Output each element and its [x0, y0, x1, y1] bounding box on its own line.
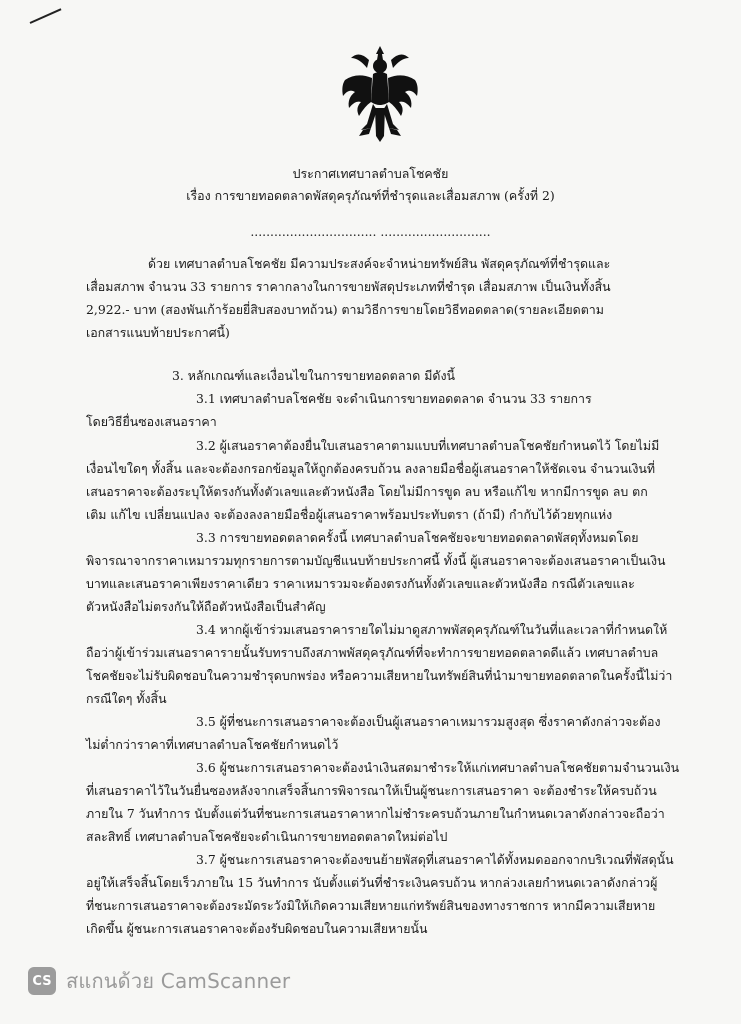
- text-line: 3.2 ผู้เสนอราคาต้องยื่นใบเสนอราคาตามแบบที่เทศบาลตำบลโชคชัยกำหนดไว้ โดยไม่มี: [196, 438, 660, 453]
- announcement-subject: เรื่อง การขายทอดตลาดพัสดุครุภัณฑ์ที่ชำรุดและเสื่อมสภาพ (ครั้งที่ 2): [186, 188, 555, 203]
- text-line: โดยวิธียื่นซองเสนอราคา: [86, 414, 217, 429]
- text-line: พิจารณาจากราคาเหมารวมทุกรายการตามบัญชีแนบท้ายประกาศนี้ ทั้งนี้ ผู้เสนอราคาจะต้องเสนอราคาเป็นเงิน: [86, 553, 666, 568]
- text-line: ถือว่าผู้เข้าร่วมเสนอราคารายนั้นรับทราบถึงสภาพพัสดุครุภัณฑ์ที่จะทำการขายทอดตลาดดีแล้ว เทศบาลตำบล: [86, 645, 659, 660]
- text-line: ภายใน 7 วันทำการ นับตั้งแต่วันที่ชนะการเสนอราคาหากไม่ชำระครบถ้วนภายในกำหนดเวลาดังกล่าวจะถือว่า: [86, 806, 665, 821]
- text-line: สละสิทธิ์ เทศบาลตำบลโชคชัยจะดำเนินการขายทอดตลาดใหม่ต่อไป: [86, 829, 448, 844]
- text-line: โชคชัยจะไม่รับผิดชอบในความชำรุดบกพร่อง หรือความเสียหายในทรัพย์สินที่นำมาขายทอดตลาดในครั้งนี้ไม่ว่า: [86, 668, 673, 683]
- text-line: 3.4 หากผู้เข้าร่วมเสนอราคารายใดไม่มาดูสภาพพัสดุครุภัณฑ์ในวันที่และเวลาที่กำหนดให้: [196, 622, 668, 637]
- text-line: 3.6 ผู้ชนะการเสนอราคาจะต้องนำเงินสดมาชำระให้แก่เทศบาลตำบลโชคชัยตามจำนวนเงิน: [196, 760, 680, 775]
- text-line: ตัวหนังสือไม่ตรงกันให้ถือตัวหนังสือเป็นสำคัญ: [86, 599, 326, 614]
- text-line: บาทและเสนอราคาเพียงราคาเดียว ราคาเหมารวมจะต้องตรงกันทั้งตัวเลขและตัวหนังสือ กรณีตัวเลขและ: [86, 576, 635, 591]
- text-line: ไม่ต่ำกว่าราคาที่เทศบาลตำบลโชคชัยกำหนดไว้: [86, 737, 339, 752]
- text-line: เกิดขึ้น ผู้ชนะการเสนอราคาจะต้องรับผิดชอบในความเสียหายนั้น: [86, 921, 428, 936]
- text-line: เสื่อมสภาพ จำนวน 33 รายการ ราคากลางในการขายพัสดุประเภทที่ชำรุด เสื่อมสภาพ เป็นเงินทั้งสิ้น: [86, 279, 611, 294]
- text-line: เงื่อนไขใดๆ ทั้งสิ้น และจะต้องกรอกข้อมูลให้ถูกต้องครบถ้วน ลงลายมือชื่อผู้เสนอราคาให้ชัดเจน จำนวนเงินที่: [86, 461, 656, 476]
- text-line: 3.7 ผู้ชนะการเสนอราคาจะต้องขนย้ายพัสดุที่เสนอราคาได้ทั้งหมดออกจากบริเวณที่พัสดุนั้น: [196, 852, 674, 867]
- section-heading: 3. หลักเกณฑ์และเงื่อนไขในการขายทอดตลาด มีดังนี้: [172, 368, 455, 383]
- text-line: กรณีใดๆ ทั้งสิ้น: [86, 691, 167, 706]
- pen-mark: [30, 8, 62, 24]
- text-line: เติม แก้ไข เปลี่ยนแปลง จะต้องลงลายมือชื่อผู้เสนอราคาพร้อมประทับตรา (ถ้ามี) กำกับไว้ด้วยทุกแห่ง: [86, 507, 613, 522]
- text-line: เสนอราคาจะต้องระบุให้ตรงกันทั้งตัวเลขและตัวหนังสือ โดยไม่มีการขูด ลบ หรือแก้ไข หากมีการขูด ลบ ตก: [86, 484, 648, 499]
- announcement-title: ประกาศเทศบาลตำบลโชคชัย: [292, 166, 449, 181]
- text-line: อยู่ให้เสร็จสิ้นโดยเร็วภายใน 15 วันทำการ นับตั้งแต่วันที่ชำระเงินครบถ้วน หากล่วงเลยกำหนดเวลาดังกล่าวผู้: [86, 875, 658, 890]
- text-line: ที่เสนอราคาไว้ในวันยื่นซองหลังจากเสร็จสิ้นการพิจารณาให้เป็นผู้ชนะการเสนอราคา จะต้องชำระให้ครบถ้วน: [86, 783, 657, 798]
- garuda-emblem-icon: [337, 44, 423, 144]
- text-line: 3.3 การขายทอดตลาดครั้งนี้ เทศบาลตำบลโชคชัยจะขายทอดตลาดพัสดุทั้งหมดโดย: [196, 530, 639, 545]
- text-line: 2,922.- บาท (สองพันเก้าร้อยยี่สิบสองบาทถ้วน) ตามวิธีการขายโดยวิธีทอดตลาด(รายละเอียดตาม: [86, 302, 604, 317]
- camscanner-text: สแกนด้วย CamScanner: [66, 969, 291, 993]
- camscanner-logo-icon: CS: [28, 967, 56, 995]
- text-line: ด้วย เทศบาลตำบลโชคชัย มีความประสงค์จะจำหน่ายทรัพย์สิน พัสดุครุภัณฑ์ที่ชำรุดและ: [148, 256, 611, 271]
- text-line: 3.5 ผู้ที่ชนะการเสนอราคาจะต้องเป็นผู้เสนอราคาเหมารวมสูงสุด ซึ่งราคาดังกล่าวจะต้อง: [196, 714, 661, 729]
- text-line: เอกสารแนบท้ายประกาศนี้): [86, 325, 230, 340]
- separator-dots: ................................ ............................: [250, 224, 491, 239]
- text-line: ที่ชนะการเสนอราคาจะต้องระมัดระวังมิให้เกิดความเสียหายแก่ทรัพย์สินของทางราชการ หากมีความเสียหาย: [86, 898, 656, 913]
- text-line: 3.1 เทศบาลตำบลโชคชัย จะดำเนินการขายทอดตลาด จำนวน 33 รายการ: [196, 391, 592, 406]
- camscanner-watermark: [28, 966, 290, 996]
